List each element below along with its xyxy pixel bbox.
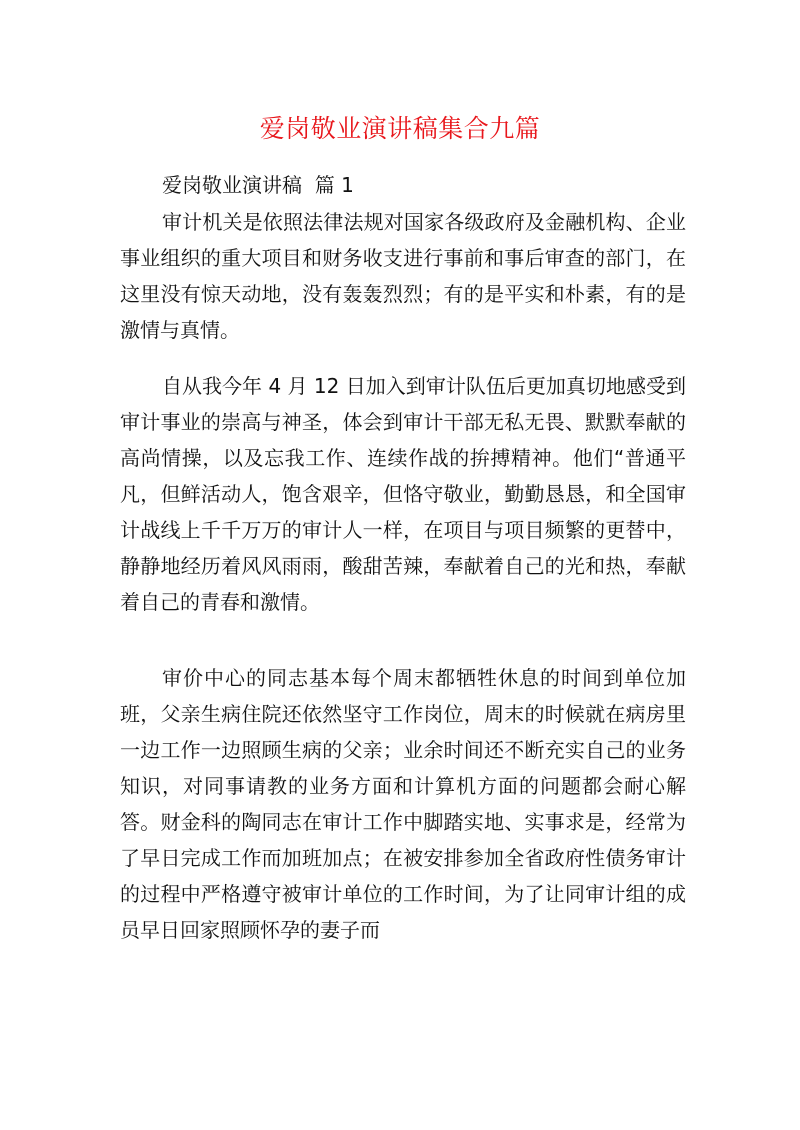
paragraph-2: 自从我今年 4 月 12 日加入到审计队伍后更加真切地感受到审计事业的崇高与神圣，体会到审计干部无私无畏、默默奉献的高尚情操，以及忘我工作、连续作战的拚搏精神。他们“普通平凡，但鲜活动人，饱含艰辛，但恪守敬业，勤勤恳恳，和全国审计战线上千千万万的审计人一样，在项目与项目频繁的更替中，静静地经历着风风雨雨，酸甜苦辣，奉献着自己的光和热，奉献着自己的青春和激情。 [120, 374, 686, 614]
paragraph-3: 审价中心的同志基本每个周末都牺牲休息的时间到单位加班，父亲生病住院还依然坚守工作岗位，周末的时候就在病房里一边工作一边照顾生病的父亲；业余时间还不断充实自己的业务知识，对同事请教的业务方面和计算机方面的问题都会耐心解答。财金科的陶同志在审计工作中脚踏实地、实事求是，经常为了早日完成工作而加班加点；在被安排参加全省政府性债务审计的过程中严格遵守被审计单位的工作时间，为了让同审计组的成员早日回家照顾怀孕的妻子而 [120, 666, 686, 942]
section-heading: 爱岗敬业演讲稿 篇 1 [162, 173, 354, 197]
paragraph-1: 审计机关是依照法律法规对国家各级政府及金融机构、企业事业组织的重大项目和财务收支进行事前和事后审查的部门，在这里没有惊天动地，没有轰轰烈烈；有的是平实和朴素，有的是激情与真情。 [120, 210, 686, 342]
document-title: 爱岗敬业演讲稿集合九篇 [259, 114, 541, 143]
